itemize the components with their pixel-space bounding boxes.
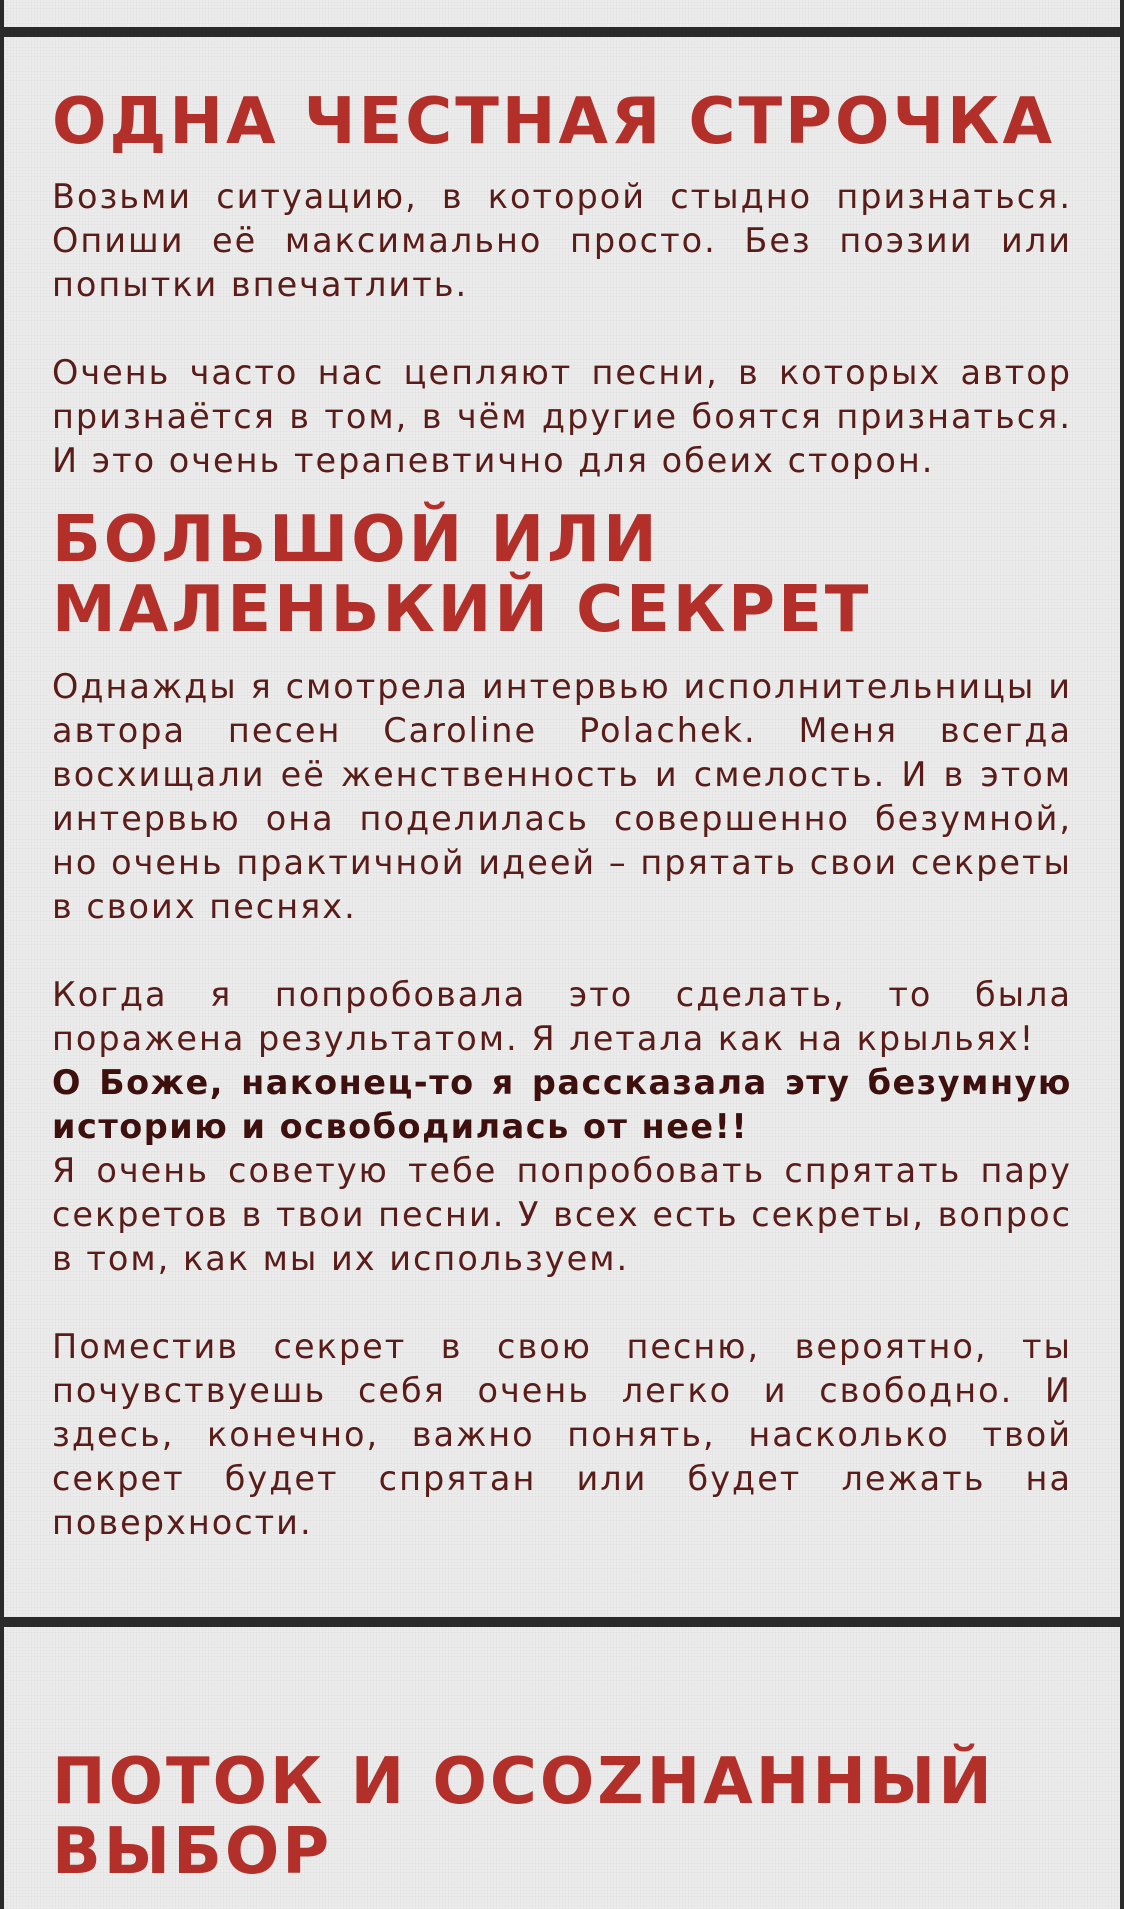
content-card: [4, 37, 1120, 1617]
paragraph: Возьми ситуацию, в которой стыдно признаться. Опиши её максимально просто. Без поэзии или попытки впечатлить.: [52, 177, 1072, 304]
paragraph: Очень часто нас цепляют песни, в которых автор признаётся в том, в чём другие боятся признаться. И это очень терапевтично для обеих сторон.: [52, 353, 1072, 480]
paragraph-start: Когда я попробовала это сделать, то была поражена результатом. Я летала как на крыльях!: [52, 975, 1072, 1058]
paragraph-with-emphasis: [52, 973, 1072, 1281]
section-title-one-line: ОДНА ЧЕСТНАЯ СТРОЧКА: [52, 85, 1055, 159]
section-title-secret: БОЛЬШОЙ ИЛИ МАЛЕНЬКИЙ СЕКРЕТ: [52, 503, 872, 647]
next-card: [4, 1627, 1120, 1909]
paragraph-end: Я очень советую тебе попробовать спрятать пару секретов в твои песни. У всех есть секреты, вопрос в том, как мы их используем.: [52, 1151, 1072, 1278]
paragraph: Однажды я смотрела интервью исполнительницы и автора песен Caroline Polachek. Меня всегда восхищали её женственность и смелость. И в этом интервью она поделилась совершенно безумной, но очень практичной идеей – прятать свои секреты в своих песнях.: [52, 667, 1072, 926]
emphasis-text: О Боже, наконец-то я рассказала эту безумную историю и освободилась от нее!!: [52, 1063, 1072, 1146]
previous-card: [4, 0, 1120, 27]
section-title-flow: ПОТОК И ОСОZНАННЫЙ ВЫБОР: [52, 1745, 995, 1889]
paragraph: Поместив секрет в свою песню, вероятно, ты почувствуешь себя очень легко и свободно. И здесь, конечно, важно понять, насколько твой секрет будет спрятан или будет лежать на поверхности.: [52, 1327, 1072, 1542]
